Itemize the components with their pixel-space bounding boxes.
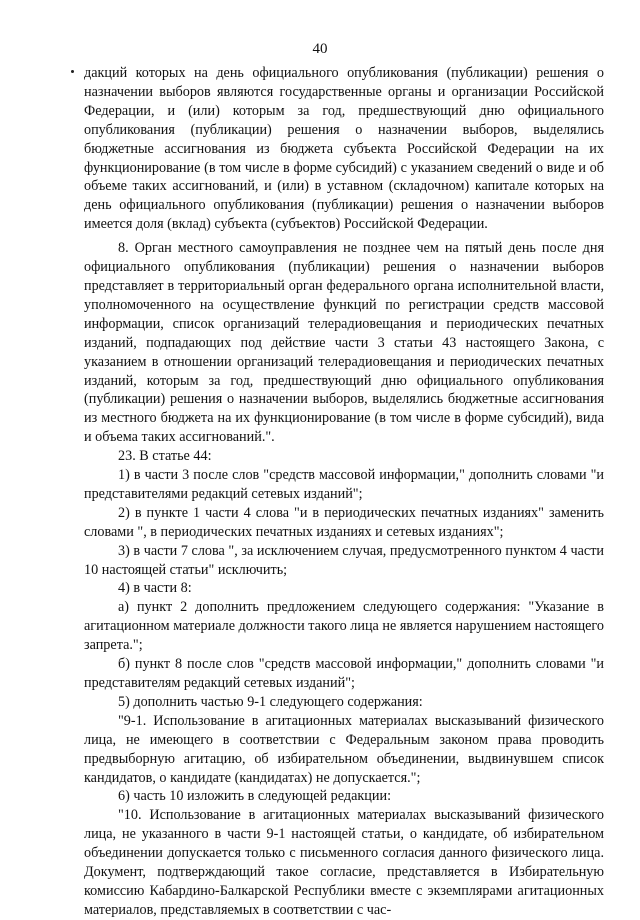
paragraph-part-9-1: "9-1. Использование в агитационных материалах высказываний физического лица, не имеющего в соответствии с Федеральным законом права проводить предвыборную агитацию, об избирательном объединении, выдвинувшем список кандидатов, о кандидате (кандидатах) не допускается."; bbox=[84, 712, 604, 786]
paragraph-point-2: 2) в пункте 1 части 4 слова "и в периодических печатных изданиях" заменить словами ", в периодических печатных изданиях и сетевых изданиях"; bbox=[84, 504, 604, 540]
paragraph-subpoint-b: б) пункт 8 после слов "средств массовой информации," дополнить словами "и представителям редакций сетевых изданий"; bbox=[84, 656, 604, 691]
paragraph-item-8: 8. Орган местного самоуправления не позднее чем на пятый день после дня официального опубликования (публикации) решения о назначении выборов представляет в территориальный орган федерального органа исполнительной власти, уполномоченного на осуществление функций по регистрации средств массовой информации, список организаций телерадиовещания и периодических печатных изданий, подпадающих под действие части 3 статьи 43 настоящего Закона, с указанием в отношении организаций телерадиовещания и периодических печатных изданий, которым за год, предшествующий дню официального опубликования (публикации) решения о назначении выборов, выделялись бюджетные ассигнования из местного бюджета на их функционирование (в том числе в форме субсидий), вида и объема таких ассигнований.". bbox=[84, 240, 604, 446]
paragraph-point-6: 6) часть 10 изложить в следующей редакции: bbox=[118, 788, 392, 805]
paragraph-continuation: дакций которых на день официального опубликования (публикации) решения о назначении выборов являются государственные органы и организации Российской Федерации, и (или) которым за год, предшествующий дню официального опубликования (публикации) решения о назначении выборов, выделялись бюджетные ассигнования из бюджета субъекта Российской Федерации на их функционирование (в том числе в форме субсидий) с указанием сведений о виде и об объеме таких ассигнований, и (или) в уставном (складочном) капитале которых на день официального опубликования (публикации) решения о назначении выборов имеется доля (вклад) субъекта (субъектов) Российской Федерации. bbox=[84, 65, 604, 233]
document-body bbox=[84, 64, 604, 920]
margin-mark bbox=[71, 70, 74, 73]
paragraph-part-10: "10. Использование в агитационных материалах высказываний физического лица, не указанного в части 9-1 настоящей статьи, о кандидате, об избирательном объединении допускается только с письменного согласия данного физического лица. Документ, подтверждающий такое согласие, представляется в Избирательную комиссию Кабардино-Балкарской Республики вместе с экземплярами агитационных материалов, представляемых в соответствии с час- bbox=[84, 807, 604, 918]
paragraph-article-44: 23. В статье 44: bbox=[118, 448, 212, 465]
page-number: 40 bbox=[312, 41, 328, 57]
paragraph-point-4: 4) в части 8: bbox=[118, 580, 192, 597]
paragraph-point-1: 1) в части 3 после слов "средств массовой информации," дополнить словами "и представителями редакций сетевых изданий"; bbox=[84, 467, 604, 502]
paragraph-subpoint-a: а) пункт 2 дополнить предложением следующего содержания: "Указание в агитационном материале должности такого лица не является нарушением настоящего запрета."; bbox=[84, 599, 604, 654]
paragraph-point-3: 3) в части 7 слова ", за исключением случая, предусмотренного пунктом 4 части 10 настоящей статьи" исключить; bbox=[84, 542, 604, 578]
paragraph-point-5: 5) дополнить частью 9-1 следующего содержания: bbox=[118, 693, 423, 710]
